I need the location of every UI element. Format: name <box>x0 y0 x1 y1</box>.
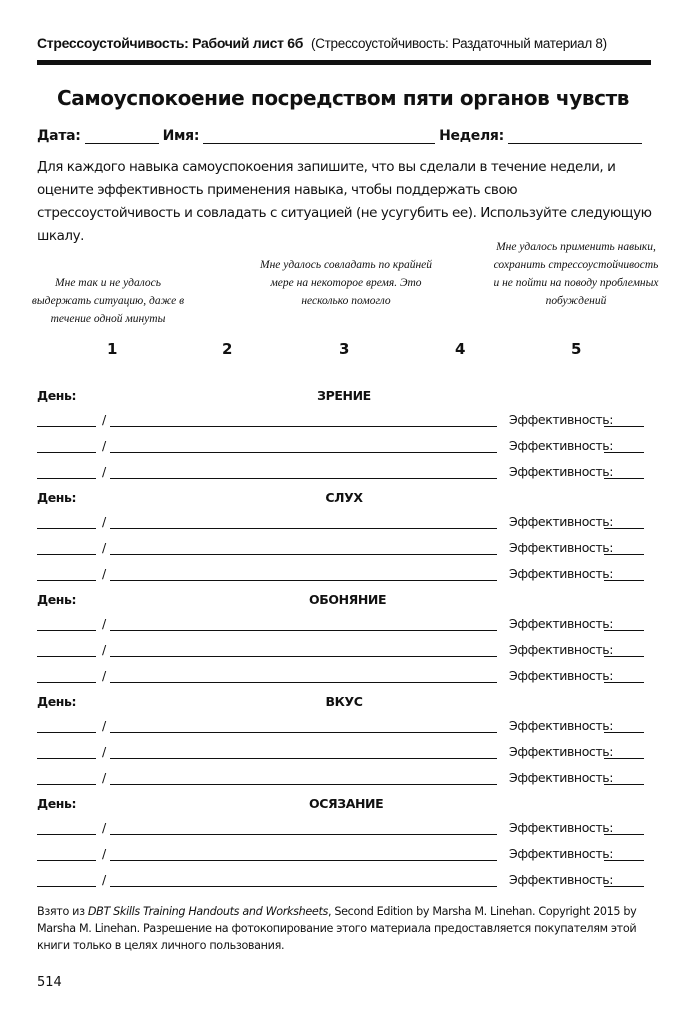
scale-desc-3: Мне удалось совладать по крайней мере на некоторое время. Это несколько помогло <box>259 259 433 307</box>
entry-row <box>37 718 651 736</box>
separator-slash: / <box>102 744 106 759</box>
effectiveness-label: Эффективность: <box>509 514 614 529</box>
activity-field[interactable] <box>110 452 497 453</box>
effectiveness-label: Эффективность: <box>509 872 614 887</box>
activity-field[interactable] <box>110 580 497 581</box>
day-field[interactable] <box>37 426 96 427</box>
effectiveness-field[interactable] <box>604 452 644 453</box>
activity-field[interactable] <box>110 784 497 785</box>
effectiveness-label: Эффективность: <box>509 616 614 631</box>
day-field[interactable] <box>37 554 96 555</box>
footer-prefix: Взято из <box>37 905 88 918</box>
activity-field[interactable] <box>110 758 497 759</box>
effectiveness-label: Эффективность: <box>509 846 614 861</box>
scale-number-4: 4 <box>455 340 466 358</box>
date-field[interactable] <box>85 129 159 144</box>
separator-slash: / <box>102 642 106 657</box>
entry-row <box>37 540 651 558</box>
day-field[interactable] <box>37 656 96 657</box>
day-field[interactable] <box>37 834 96 835</box>
activity-field[interactable] <box>110 682 497 683</box>
scale-number-2: 2 <box>222 340 233 358</box>
entry-row <box>37 464 651 482</box>
effectiveness-field[interactable] <box>604 656 644 657</box>
activity-field[interactable] <box>110 656 497 657</box>
header-rule <box>37 60 651 65</box>
separator-slash: / <box>102 464 106 479</box>
day-field[interactable] <box>37 860 96 861</box>
day-field[interactable] <box>37 732 96 733</box>
activity-field[interactable] <box>110 630 497 631</box>
effectiveness-label: Эффективность: <box>509 464 614 479</box>
day-field[interactable] <box>37 784 96 785</box>
day-field[interactable] <box>37 528 96 529</box>
day-field[interactable] <box>37 630 96 631</box>
activity-field[interactable] <box>110 886 497 887</box>
activity-field[interactable] <box>110 426 497 427</box>
copyright-footer <box>37 903 657 954</box>
entry-row <box>37 438 651 456</box>
date-label: Дата: <box>37 128 81 144</box>
effectiveness-field[interactable] <box>604 860 644 861</box>
name-field[interactable] <box>203 129 435 144</box>
effectiveness-label: Эффективность: <box>509 820 614 835</box>
day-field[interactable] <box>37 580 96 581</box>
scale-number-3: 3 <box>339 340 350 358</box>
instructions: Для каждого навыка самоуспокоения запишите, что вы сделали в течение недели, и оцените эффективность применения навыка, чтобы поддержать свою стрессоустойчивость и совладать с ситуацией (не усугубить ее). Используйте следующую шкалу. <box>37 159 652 244</box>
activity-field[interactable] <box>110 554 497 555</box>
day-field[interactable] <box>37 682 96 683</box>
activity-field[interactable] <box>110 860 497 861</box>
page-number: 514 <box>37 975 62 990</box>
effectiveness-label: Эффективность: <box>509 770 614 785</box>
effectiveness-label: Эффективность: <box>509 718 614 733</box>
effectiveness-field[interactable] <box>604 682 644 683</box>
worksheet-header-subtitle: (Стрессоустойчивость: Раздаточный материал 8) <box>311 36 607 51</box>
day-field[interactable] <box>37 758 96 759</box>
effectiveness-label: Эффективность: <box>509 744 614 759</box>
footer-rest: , Second Edition by Marsha M. Linehan. Copyright 2015 by Marsha M. Linehan. Разрешение на фотокопирование этого материала предоставляется покупателям этой книги только в целях личного пользования. <box>37 905 637 952</box>
effectiveness-field[interactable] <box>604 554 644 555</box>
effectiveness-field[interactable] <box>604 528 644 529</box>
entry-row <box>37 514 651 532</box>
sense-title: СЛУХ <box>325 490 363 505</box>
activity-field[interactable] <box>110 528 497 529</box>
separator-slash: / <box>102 514 106 529</box>
day-label: День: <box>37 490 77 505</box>
day-field[interactable] <box>37 886 96 887</box>
page-title: Самоуспокоение посредством пяти органов чувств <box>56 86 630 110</box>
effectiveness-field[interactable] <box>604 834 644 835</box>
separator-slash: / <box>102 820 106 835</box>
day-label: День: <box>37 796 77 811</box>
separator-slash: / <box>102 872 106 887</box>
entry-row <box>37 744 651 762</box>
effectiveness-field[interactable] <box>604 630 644 631</box>
week-label: Неделя: <box>439 128 504 144</box>
week-field[interactable] <box>508 129 642 144</box>
activity-field[interactable] <box>110 834 497 835</box>
scale-desc-5: Мне удалось применить навыки, сохранить стрессоустойчивость и не пойти на поводу проблемных побуждений <box>493 241 659 307</box>
effectiveness-label: Эффективность: <box>509 540 614 555</box>
info-fields <box>37 128 651 144</box>
footer-book-title: DBT Skills Training Handouts and Worksheets <box>87 905 328 918</box>
separator-slash: / <box>102 846 106 861</box>
effectiveness-label: Эффективность: <box>509 566 614 581</box>
separator-slash: / <box>102 770 106 785</box>
sense-title: ВКУС <box>325 694 363 709</box>
day-field[interactable] <box>37 478 96 479</box>
entry-row <box>37 616 651 634</box>
entry-row <box>37 872 651 890</box>
effectiveness-field[interactable] <box>604 580 644 581</box>
effectiveness-field[interactable] <box>604 886 644 887</box>
effectiveness-field[interactable] <box>604 426 644 427</box>
effectiveness-label: Эффективность: <box>509 412 614 427</box>
day-label: День: <box>37 694 77 709</box>
separator-slash: / <box>102 540 106 555</box>
effectiveness-label: Эффективность: <box>509 438 614 453</box>
day-label: День: <box>37 388 77 403</box>
sense-title: ОСЯЗАНИЕ <box>309 796 384 811</box>
sense-title: ЗРЕНИЕ <box>317 388 371 403</box>
effectiveness-field[interactable] <box>604 478 644 479</box>
sense-title: ОБОНЯНИЕ <box>309 592 387 607</box>
worksheet-header <box>37 35 649 51</box>
entry-row <box>37 846 651 864</box>
effectiveness-label: Эффективность: <box>509 642 614 657</box>
worksheet-header-title: Стрессоустойчивость: Рабочий лист 6б <box>37 35 304 51</box>
scale-number-1: 1 <box>107 340 118 358</box>
activity-field[interactable] <box>110 732 497 733</box>
separator-slash: / <box>102 668 106 683</box>
separator-slash: / <box>102 566 106 581</box>
effectiveness-field[interactable] <box>604 732 644 733</box>
entry-row <box>37 642 651 660</box>
separator-slash: / <box>102 438 106 453</box>
entry-row <box>37 770 651 788</box>
scale-number-5: 5 <box>571 340 582 358</box>
effectiveness-label: Эффективность: <box>509 668 614 683</box>
entry-row <box>37 412 651 430</box>
day-field[interactable] <box>37 452 96 453</box>
entry-row <box>37 566 651 584</box>
separator-slash: / <box>102 412 106 427</box>
effectiveness-field[interactable] <box>604 784 644 785</box>
entry-row <box>37 668 651 686</box>
entry-row <box>37 820 651 838</box>
activity-field[interactable] <box>110 478 497 479</box>
name-label: Имя: <box>162 128 200 144</box>
separator-slash: / <box>102 718 106 733</box>
separator-slash: / <box>102 616 106 631</box>
effectiveness-field[interactable] <box>604 758 644 759</box>
scale-desc-1: Мне так и не удалось выдержать ситуацию, даже в течение одной минуты <box>31 277 185 325</box>
day-label: День: <box>37 592 77 607</box>
